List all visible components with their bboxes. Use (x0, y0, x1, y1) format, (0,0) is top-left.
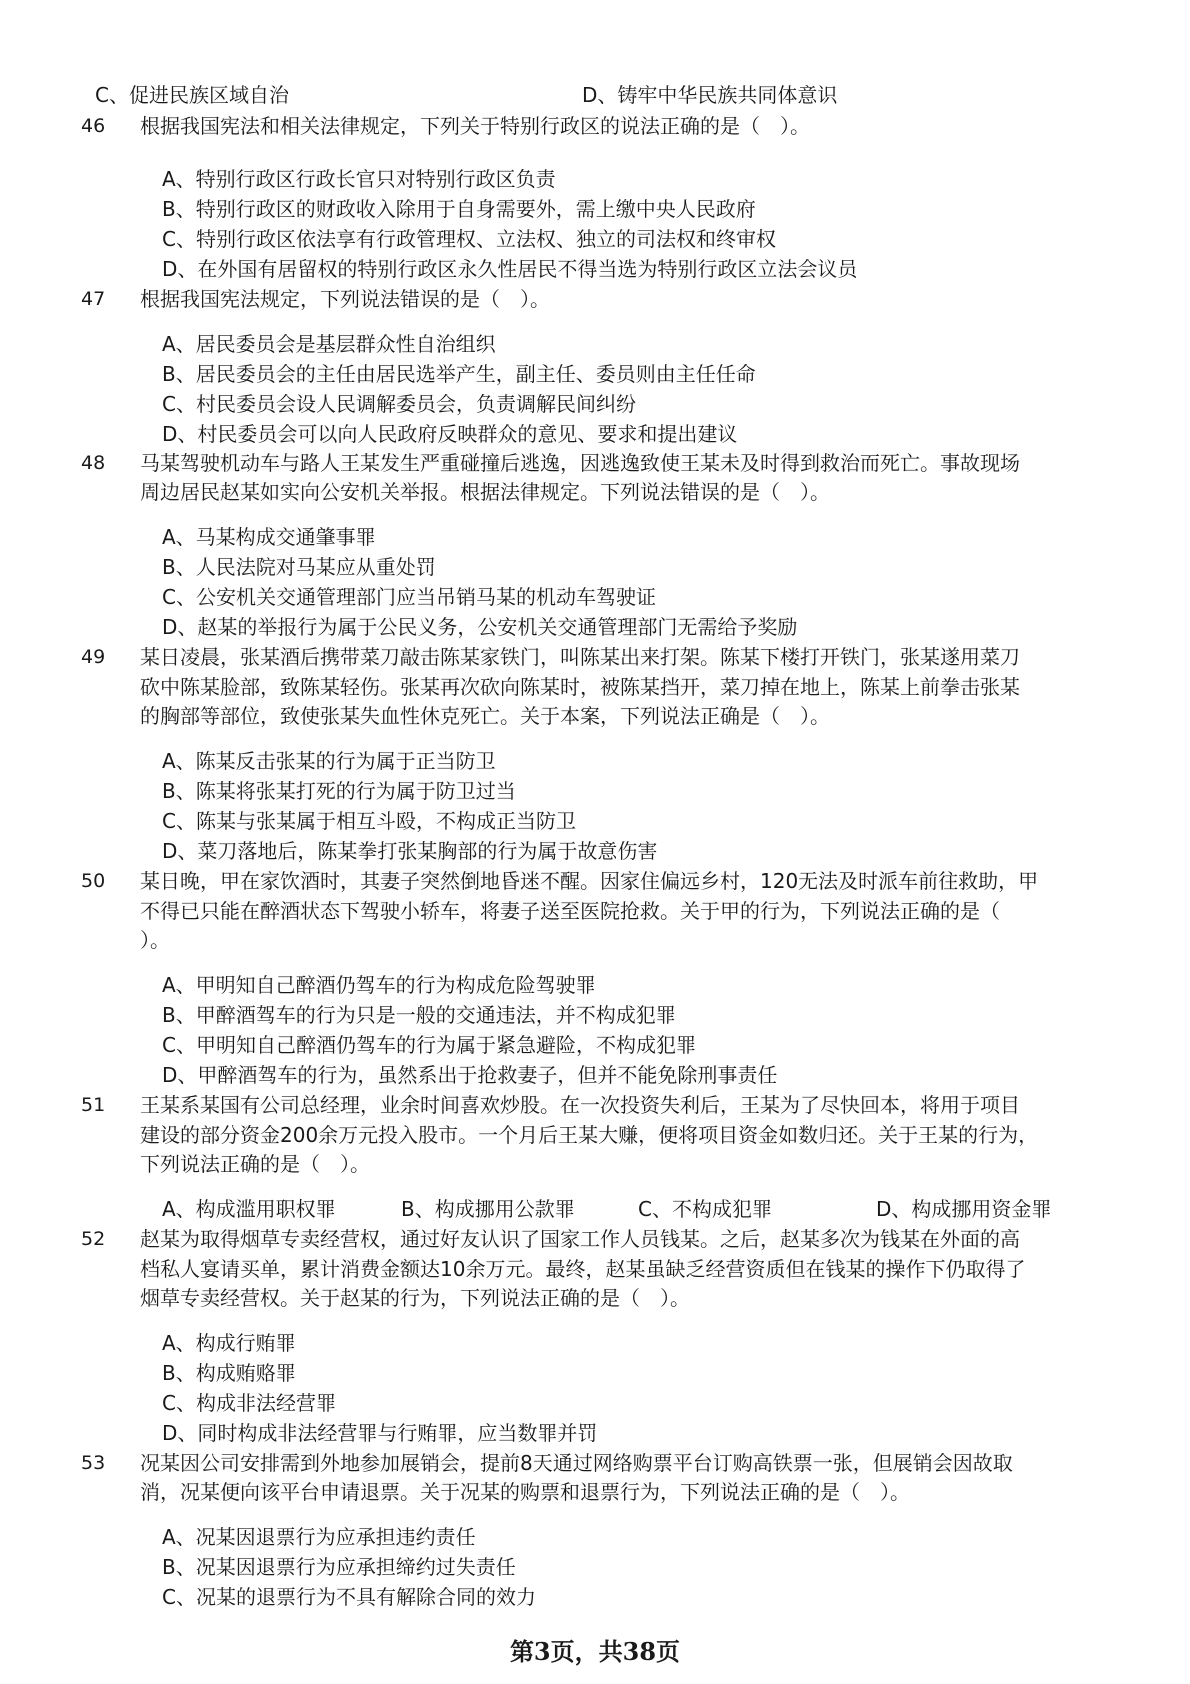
answer-option: D、在外国有居留权的特别行政区永久性居民不得当选为特别行政区立法会议员 (162, 257, 858, 281)
answer-option: A、况某因退票行为应承担违约责任 (162, 1525, 476, 1549)
question-stem-line: 不得已只能在醉酒状态下驾驶小轿车，将妻子送至医院抢救。关于甲的行为，下列说法正确的是（ (140, 899, 1000, 923)
answer-option: C、甲明知自己醉酒仍驾车的行为属于紧急避险，不构成犯罪 (162, 1033, 696, 1057)
answer-option: A、构成滥用职权罪 (162, 1197, 336, 1221)
question-stem-line: 烟草专卖经营权。关于赵某的行为，下列说法正确的是（ ）。 (140, 1286, 690, 1310)
question-number: 50 (81, 870, 106, 892)
answer-option: B、居民委员会的主任由居民选举产生，副主任、委员则由主任任命 (162, 362, 756, 386)
question-number: 48 (81, 452, 106, 474)
page-footer: 第3页，共38页 (509, 1637, 681, 1666)
answer-option: D、同时构成非法经营罪与行贿罪，应当数罪并罚 (162, 1421, 598, 1445)
answer-option: B、构成挪用公款罪 (401, 1197, 575, 1221)
question-stem-line: 的胸部等部位，致使张某失血性休克死亡。关于本案，下列说法正确是（ ）。 (140, 704, 830, 728)
answer-option: A、构成行贿罪 (162, 1331, 296, 1355)
answer-option: A、马某构成交通肇事罪 (162, 525, 376, 549)
answer-option: D、甲醉酒驾车的行为，虽然系出于抢救妻子，但并不能免除刑事责任 (162, 1063, 778, 1087)
question-stem-line: 赵某为取得烟草专卖经营权，通过好友认识了国家工作人员钱某。之后，赵某多次为钱某在外面的高 (140, 1227, 1020, 1251)
question-stem-line: 某日晚，甲在家饮酒时，其妻子突然倒地昏迷不醒。因家住偏远乡村，120无法及时派车前往救助，甲 (140, 869, 1039, 893)
question-number: 47 (81, 288, 106, 310)
answer-option: B、甲醉酒驾车的行为只是一般的交通违法，并不构成犯罪 (162, 1003, 676, 1027)
answer-option: A、居民委员会是基层群众性自治组织 (162, 332, 496, 356)
answer-option: D、村民委员会可以向人民政府反映群众的意见、要求和提出建议 (162, 422, 738, 446)
prev-option-c: C、促进民族区域自治 (95, 83, 289, 107)
question-stem-line: 下列说法正确的是（ ）。 (140, 1152, 370, 1176)
question-number: 51 (81, 1094, 106, 1116)
question-stem-line: 根据我国宪法规定，下列说法错误的是（ ）。 (140, 287, 550, 311)
answer-option: C、特别行政区依法享有行政管理权、立法权、独立的司法权和终审权 (162, 227, 776, 251)
answer-option: C、公安机关交通管理部门应当吊销马某的机动车驾驶证 (162, 585, 656, 609)
question-stem-line: 档私人宴请买单，累计消费金额达10余万元。最终，赵某虽缺乏经营资质但在钱某的操作下仍取得了 (140, 1257, 1026, 1281)
answer-option: B、况某因退票行为应承担缔约过失责任 (162, 1555, 516, 1579)
prev-option-d: D、铸牢中华民族共同体意识 (582, 83, 838, 107)
answer-option: B、陈某将张某打死的行为属于防卫过当 (162, 779, 516, 803)
answer-option: C、构成非法经营罪 (162, 1391, 336, 1415)
answer-option: C、况某的退票行为不具有解除合同的效力 (162, 1585, 536, 1609)
question-stem-line: 建设的部分资金200余万元投入股市。一个月后王某大赚，便将项目资金如数归还。关于王某的行为， (140, 1123, 1039, 1147)
answer-option: C、陈某与张某属于相互斗殴，不构成正当防卫 (162, 809, 576, 833)
question-stem-line: 消，况某便向该平台申请退票。关于况某的购票和退票行为，下列说法正确的是（ ）。 (140, 1480, 910, 1504)
answer-option: B、人民法院对马某应从重处罚 (162, 555, 436, 579)
answer-option: D、构成挪用资金罪 (876, 1197, 1052, 1221)
question-stem-line: 马某驾驶机动车与路人王某发生严重碰撞后逃逸，因逃逸致使王某未及时得到救治而死亡。事故现场 (140, 451, 1020, 475)
question-stem-line: 根据我国宪法和相关法律规定，下列关于特别行政区的说法正确的是（ ）。 (140, 114, 810, 138)
answer-option: B、构成贿赂罪 (162, 1361, 296, 1385)
question-stem-line: 某日凌晨，张某酒后携带菜刀敲击陈某家铁门，叫陈某出来打架。陈某下楼打开铁门，张某遂用菜刀 (140, 645, 1020, 669)
answer-option: D、菜刀落地后，陈某拳打张某胸部的行为属于故意伤害 (162, 839, 658, 863)
question-stem-line: 王某系某国有公司总经理，业余时间喜欢炒股。在一次投资失利后，王某为了尽快回本，将用于项目 (140, 1093, 1020, 1117)
answer-option: C、不构成犯罪 (638, 1197, 772, 1221)
question-stem-line: 周边居民赵某如实向公安机关举报。根据法律规定。下列说法错误的是（ ）。 (140, 480, 830, 504)
question-stem-line: 况某因公司安排需到外地参加展销会，提前8天通过网络购票平台订购高铁票一张，但展销会因故取 (140, 1451, 1013, 1475)
question-stem-line: 砍中陈某脸部，致陈某轻伤。张某再次砍向陈某时，被陈某挡开，菜刀掉在地上，陈某上前拳击张某 (140, 675, 1020, 699)
answer-option: C、村民委员会设人民调解委员会，负责调解民间纠纷 (162, 392, 636, 416)
answer-option: D、赵某的举报行为属于公民义务，公安机关交通管理部门无需给予奖励 (162, 615, 798, 639)
answer-option: A、陈某反击张某的行为属于正当防卫 (162, 749, 496, 773)
answer-option: A、甲明知自己醉酒仍驾车的行为构成危险驾驶罪 (162, 973, 596, 997)
answer-option: A、特别行政区行政长官只对特别行政区负责 (162, 167, 556, 191)
question-number: 53 (81, 1452, 106, 1474)
question-number: 52 (81, 1228, 106, 1250)
question-number: 46 (81, 115, 106, 137)
question-number: 49 (81, 646, 106, 668)
answer-option: B、特别行政区的财政收入除用于自身需要外，需上缴中央人民政府 (162, 197, 756, 221)
question-stem-line: ）。 (140, 928, 170, 952)
